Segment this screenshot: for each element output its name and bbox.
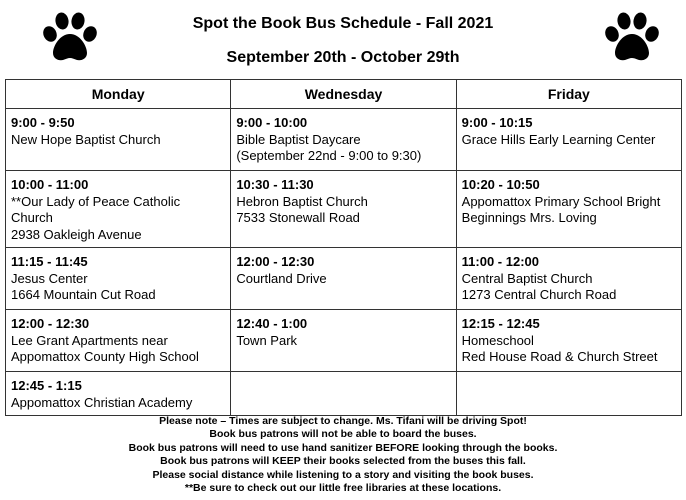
stop-location: Town Park [236, 332, 298, 348]
stop-time: 12:00 - 12:30 [236, 254, 315, 269]
note-line: Book bus patrons will need to use hand sanitizer BEFORE looking through the books. [128, 441, 558, 454]
column-header-monday: Monday [6, 80, 231, 109]
stop-location: Central Baptist Church [461, 270, 593, 286]
table-cell [456, 109, 681, 171]
table-row [6, 171, 682, 248]
stop-location: Courtland Drive [236, 270, 327, 286]
stop-time: 12:15 - 12:45 [461, 316, 540, 331]
stop-location: Hebron Baptist Church [236, 193, 368, 209]
table-cell [456, 171, 681, 248]
stop-time: 11:00 - 12:00 [461, 254, 539, 269]
stop-location: Appomattox Christian Academy [11, 394, 193, 410]
stop-time: 9:00 - 10:00 [236, 115, 308, 130]
stop-time: 10:20 - 10:50 [461, 177, 540, 192]
table-cell [456, 310, 681, 372]
stop-location: Grace Hills Early Learning Center [461, 131, 656, 147]
stop-address: 2938 Oakleigh Avenue [11, 226, 142, 242]
note-line: **Be sure to check out our little free libraries at these locations. [184, 482, 502, 495]
stop-time: 11:15 - 11:45 [11, 254, 88, 269]
note-line: Please social distance while listening to a story and visiting the book buses. [152, 468, 534, 481]
table-cell [6, 248, 231, 310]
note-line: Book bus patrons will KEEP their books selected from the buses this fall. [160, 455, 526, 468]
table-cell-empty [231, 372, 456, 416]
table-cell [231, 310, 456, 372]
page-title: Spot the Book Bus Schedule - Fall 2021 [192, 15, 494, 32]
stop-location: Appomattox Primary School Bright Beginnings Mrs. Loving [461, 193, 661, 225]
notes-section [0, 415, 686, 495]
stop-time: 10:30 - 11:30 [236, 177, 314, 192]
stop-address: 1273 Central Church Road [461, 287, 617, 302]
stop-address: 7533 Stonewall Road [236, 210, 360, 225]
stop-time: 9:00 - 9:50 [11, 115, 75, 130]
table-cell [6, 372, 231, 416]
stop-time: 12:00 - 12:30 [11, 316, 90, 331]
table-row [6, 310, 682, 372]
stop-time: 9:00 - 10:15 [461, 115, 533, 130]
table-row [6, 248, 682, 310]
column-header-friday: Friday [456, 80, 681, 109]
date-range-subtitle: September 20th - October 29th [226, 49, 460, 66]
stop-address: Red House Road & Church Street [461, 349, 658, 364]
table-cell [6, 171, 231, 248]
stop-time: 12:40 - 1:00 [236, 316, 308, 331]
table-row [6, 109, 682, 171]
table-cell [6, 109, 231, 171]
table-row [6, 372, 682, 416]
column-header-wednesday: Wednesday [231, 80, 456, 109]
stop-location: **Our Lady of Peace Catholic Church [11, 193, 181, 225]
stop-location: New Hope Baptist Church [11, 131, 161, 147]
table-cell [6, 310, 231, 372]
stop-time: 12:45 - 1:15 [11, 378, 82, 393]
table-cell [456, 248, 681, 310]
table-cell [231, 109, 456, 171]
stop-location: Jesus Center [11, 270, 88, 286]
stop-location: Lee Grant Apartments near Appomattox County High School [11, 332, 199, 364]
note-line: Please note – Times are subject to change. Ms. Tifani will be driving Spot! [159, 415, 527, 427]
note-line: Book bus patrons will not be able to board the buses. [209, 428, 477, 441]
table-cell-empty [456, 372, 681, 416]
stop-note: (September 22nd - 9:00 to 9:30) [236, 148, 422, 163]
schedule-table [5, 79, 682, 416]
table-cell [231, 248, 456, 310]
stop-location: Homeschool [461, 332, 534, 348]
stop-address: 1664 Mountain Cut Road [11, 287, 156, 302]
table-header-row [6, 80, 682, 109]
table-cell [231, 171, 456, 248]
stop-time: 10:00 - 11:00 [11, 177, 89, 192]
stop-location: Bible Baptist Daycare [236, 131, 361, 147]
